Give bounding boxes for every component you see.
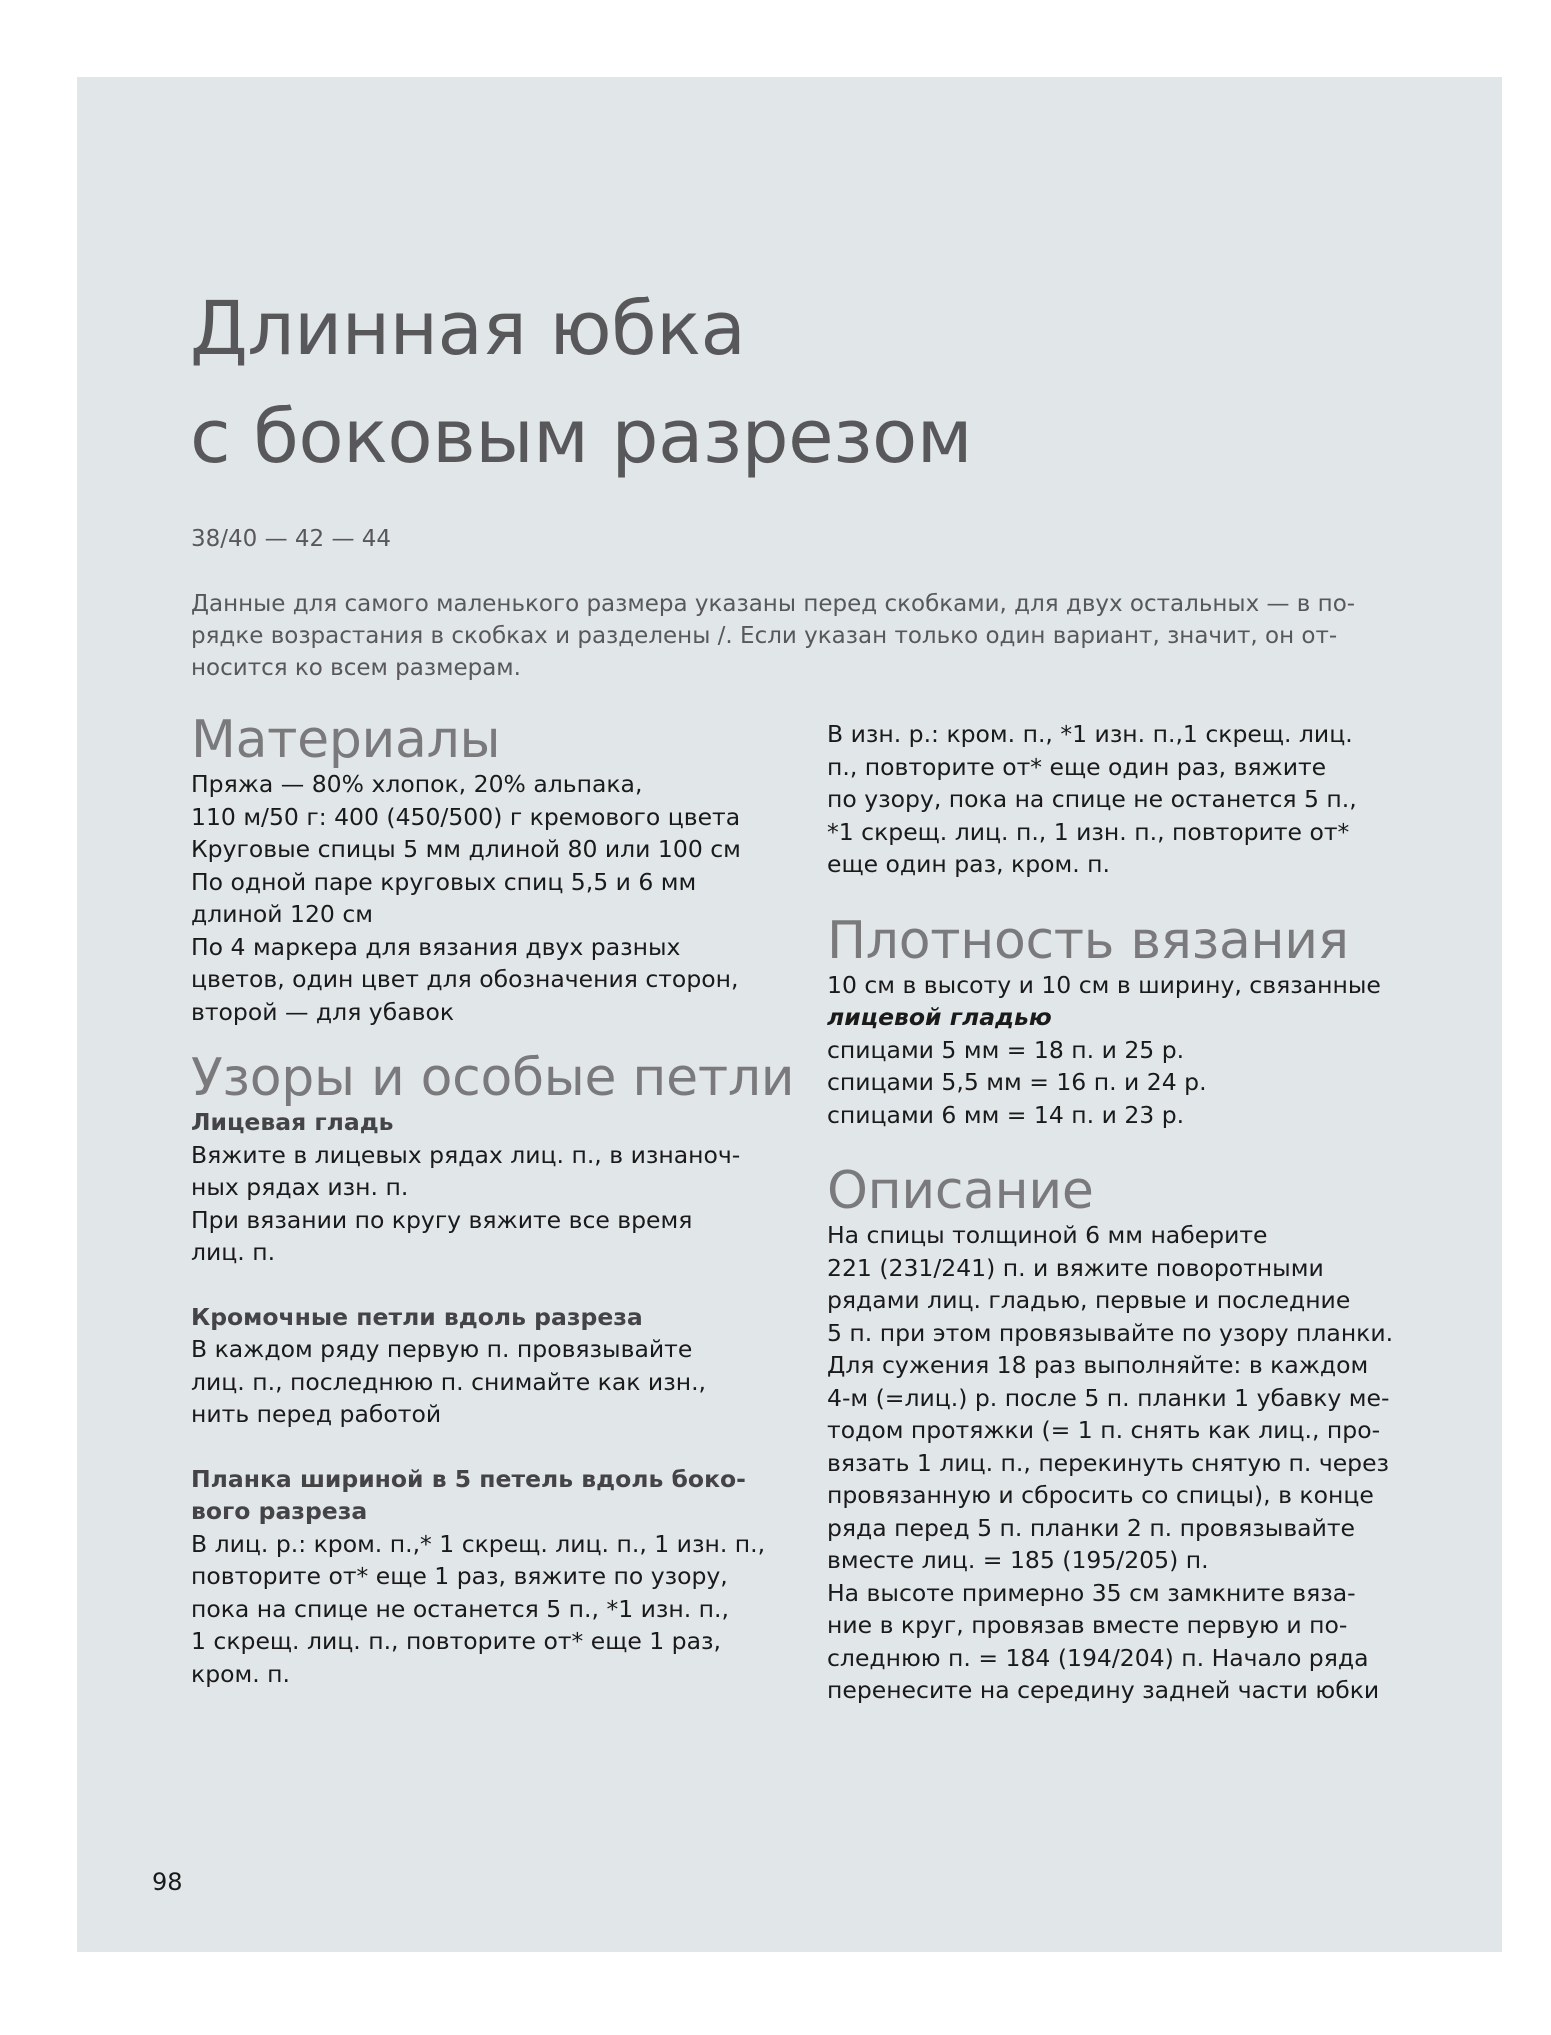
band-continued-line: В изн. р.: кром. п., *1 изн. п.,1 скрещ. лиц. xyxy=(827,720,1353,748)
band-line: В лиц. р.: кром. п.,* 1 скрещ. лиц. п., 1 изн. п., xyxy=(191,1529,766,1558)
intro-line: Данные для самого маленького размера указаны перед скобками, для двух остальных — в по- xyxy=(191,591,1356,617)
description-line: 5 п. при этом провязывайте по узору планки. xyxy=(827,1318,1394,1347)
gauge-heading: Плотность вязания xyxy=(827,910,1349,971)
description-line: вместе лиц. = 185 (195/205) п. xyxy=(827,1546,1209,1574)
materials-line: второй — для убавок xyxy=(191,997,455,1026)
edge-title: Кромочные петли вдоль разреза xyxy=(191,1302,643,1331)
description-line: ряда перед 5 п. планки 2 п. провязывайте xyxy=(827,1513,1355,1542)
description-line: провязанную и сбросить со спицы), в конце xyxy=(827,1481,1374,1509)
gauge-line: спицами 6 мм = 14 п. и 23 р. xyxy=(827,1100,1185,1129)
edge-line: В каждом ряду первую п. провязывайте xyxy=(191,1335,693,1363)
materials-line: По одной паре круговых спиц 5,5 и 6 мм xyxy=(191,867,697,896)
band-title: Планка шириной в 5 петель вдоль боко- xyxy=(191,1464,746,1493)
edge-line: нить перед работой xyxy=(191,1400,442,1428)
band-line: повторите от* еще 1 раз, вяжите по узору, xyxy=(191,1562,728,1590)
edge-line: лиц. п., последнюю п. снимайте как изн., xyxy=(191,1367,707,1396)
description-line: На высоте примерно 35 см замкните вяза- xyxy=(827,1578,1356,1607)
description-line: тодом протяжки (= 1 п. снять как лиц., про- xyxy=(827,1416,1381,1444)
page-title xyxy=(190,275,972,491)
materials-line: длиной 120 см xyxy=(191,900,373,928)
description-line: перенесите на середину задней части юбки xyxy=(827,1676,1380,1704)
band-continued-line: *1 скрещ. лиц. п., 1 изн. п., повторите от* xyxy=(827,817,1350,846)
stockinette-line: При вязании по кругу вяжите все время xyxy=(191,1205,693,1234)
stockinette-line: лиц. п. xyxy=(191,1238,276,1266)
page-number: 98 xyxy=(152,1868,183,1896)
description-line: 4-м (=лиц.) р. после 5 п. планки 1 убавку ме- xyxy=(827,1383,1390,1412)
band-continued-line: еще один раз, кром. п. xyxy=(827,850,1110,878)
materials-heading: Материалы xyxy=(191,710,501,770)
stockinette-line: Вяжите в лицевых рядах лиц. п., в изнаноч- xyxy=(191,1140,741,1169)
gauge-line: 10 см в высоту и 10 см в ширину, связанные xyxy=(827,970,1381,999)
band-title: вого разреза xyxy=(191,1497,368,1525)
description-line: Для сужения 18 раз выполняйте: в каждом xyxy=(827,1351,1369,1379)
description-line: На спицы толщиной 6 мм наберите xyxy=(827,1221,1268,1249)
materials-line: По 4 маркера для вязания двух разных xyxy=(191,932,681,961)
gauge-line: спицами 5,5 мм = 16 п. и 24 р. xyxy=(827,1068,1207,1096)
gauge-line: спицами 5 мм = 18 п. и 25 р. xyxy=(827,1035,1185,1064)
patterns-heading: Узоры и особые петли xyxy=(191,1048,795,1108)
intro-line: рядке возрастания в скобках и разделены /. Если указан только один вариант, значит, он от- xyxy=(191,623,1338,649)
description-line: 221 (231/241) п. и вяжите поворотными xyxy=(827,1253,1324,1282)
band-continued-line: по узору, пока на спице не останется 5 п., xyxy=(827,785,1357,813)
description-line: следнюю п. = 184 (194/204) п. Начало ряда xyxy=(827,1643,1369,1672)
band-continued-line: п., повторите от* еще один раз, вяжите xyxy=(827,752,1327,781)
description-heading: Описание xyxy=(827,1161,1094,1221)
size-range: 38/40 — 42 — 44 xyxy=(191,526,392,552)
title-line-1: Длинная юбка xyxy=(190,286,746,372)
band-line: 1 скрещ. лиц. п., повторите от* еще 1 раз, xyxy=(191,1627,721,1655)
intro-line: носится ко всем размерам. xyxy=(191,655,521,681)
description-line: рядами лиц. гладью, первые и последние xyxy=(827,1286,1351,1314)
description-line: ние в круг, провязав вместе первую и по- xyxy=(827,1611,1348,1639)
intro-paragraph xyxy=(191,588,1411,684)
gauge-emphasis: лицевой гладью xyxy=(827,1003,1052,1031)
band-line: пока на спице не останется 5 п., *1 изн. п., xyxy=(191,1594,729,1623)
materials-line: Пряжа — 80% хлопок, 20% альпака, xyxy=(191,770,643,798)
stockinette-line: ных рядах изн. п. xyxy=(191,1173,409,1201)
description-line: вязать 1 лиц. п., перекинуть снятую п. через xyxy=(827,1448,1390,1477)
right-column xyxy=(827,718,1417,1707)
stockinette-title: Лицевая гладь xyxy=(191,1108,394,1136)
materials-line: Круговые спицы 5 мм длиной 80 или 100 см xyxy=(191,835,741,863)
materials-line: цветов, один цвет для обозначения сторон, xyxy=(191,965,739,993)
band-line: кром. п. xyxy=(191,1659,290,1688)
left-column xyxy=(191,712,801,1690)
title-line-2: с боковым разрезом xyxy=(190,394,973,480)
materials-line: 110 м/50 г: 400 (450/500) г кремового цвета xyxy=(191,802,741,831)
